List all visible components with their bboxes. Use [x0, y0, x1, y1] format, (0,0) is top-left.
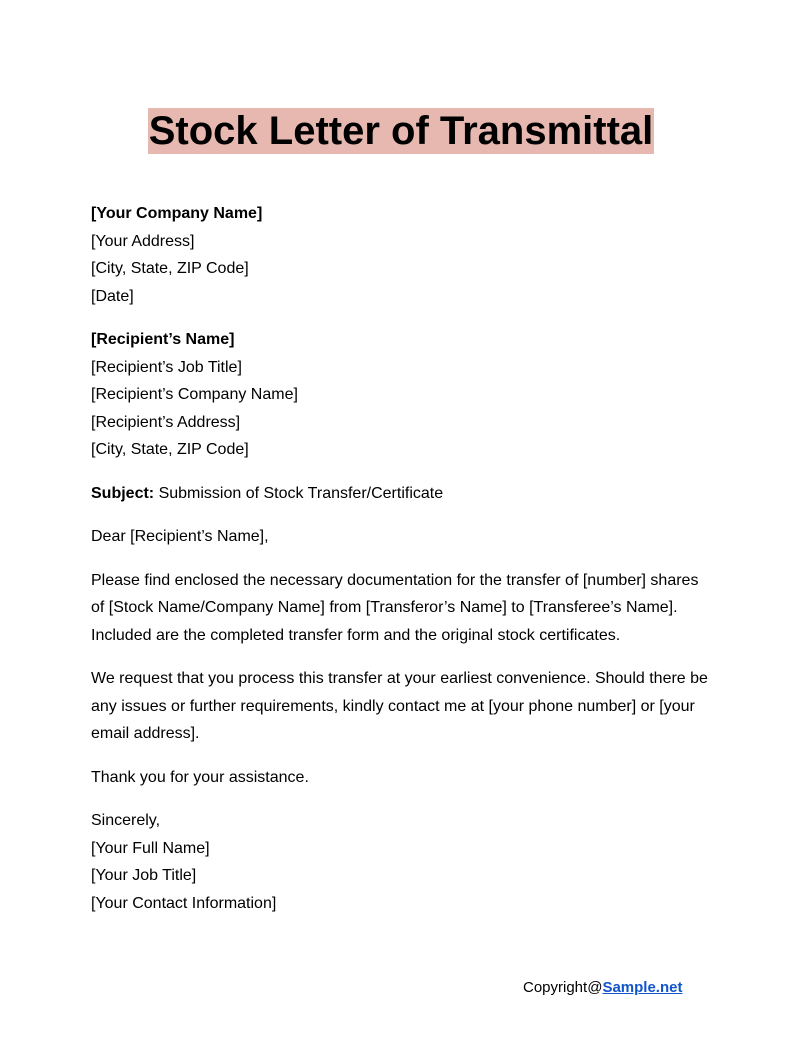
recipient-address: [Recipient’s Address]	[91, 413, 241, 431]
subject-text: Submission of Stock Transfer/Certificate	[154, 484, 444, 502]
closing-block	[91, 807, 716, 917]
signer-full-name: [Your Full Name]	[91, 839, 210, 857]
sign-off: Sincerely,	[91, 812, 161, 829]
recipient-block	[91, 326, 716, 464]
sender-city-state-zip: [City, State, ZIP Code]	[91, 260, 249, 277]
recipient-name: [Recipient’s Name]	[91, 331, 235, 348]
copyright-prefix: Copyright@	[523, 979, 603, 996]
letter-date: [Date]	[91, 287, 134, 305]
recipient-job-title: [Recipient’s Job Title]	[91, 358, 242, 376]
recipient-company: [Recipient’s Company Name]	[91, 386, 298, 403]
copyright-footer	[523, 978, 682, 998]
signer-contact: [Your Contact Information]	[91, 894, 277, 912]
document-title: Stock Letter of Transmittal	[148, 109, 654, 153]
body-paragraph-1: Please find enclosed the necessary documentation for the transfer of [number] shares of [Stock Name/Company Name] from [Transferor’s Name] to [Transferee’s Name]. Included are the completed transfer form and the original stock certificates.	[91, 571, 699, 644]
signer-job-title: [Your Job Title]	[91, 867, 197, 884]
sender-address: [Your Address]	[91, 232, 195, 250]
title-container	[0, 108, 802, 154]
salutation: Dear [Recipient’s Name],	[91, 528, 269, 545]
body-paragraph-3: Thank you for your assistance.	[91, 768, 309, 786]
sender-company: [Your Company Name]	[91, 205, 263, 222]
sender-block	[91, 200, 716, 310]
sample-net-link[interactable]: Sample.net	[602, 979, 683, 996]
recipient-city-state-zip: [City, State, ZIP Code]	[91, 441, 249, 458]
body-paragraph-2: We request that you process this transfer at your earliest convenience. Should there be any issues or further requirements, kindly contact me at [your phone number] or [your email address].	[91, 670, 708, 742]
letter-body	[91, 200, 716, 933]
subject-line	[91, 480, 716, 508]
subject-label: Subject:	[91, 484, 155, 502]
